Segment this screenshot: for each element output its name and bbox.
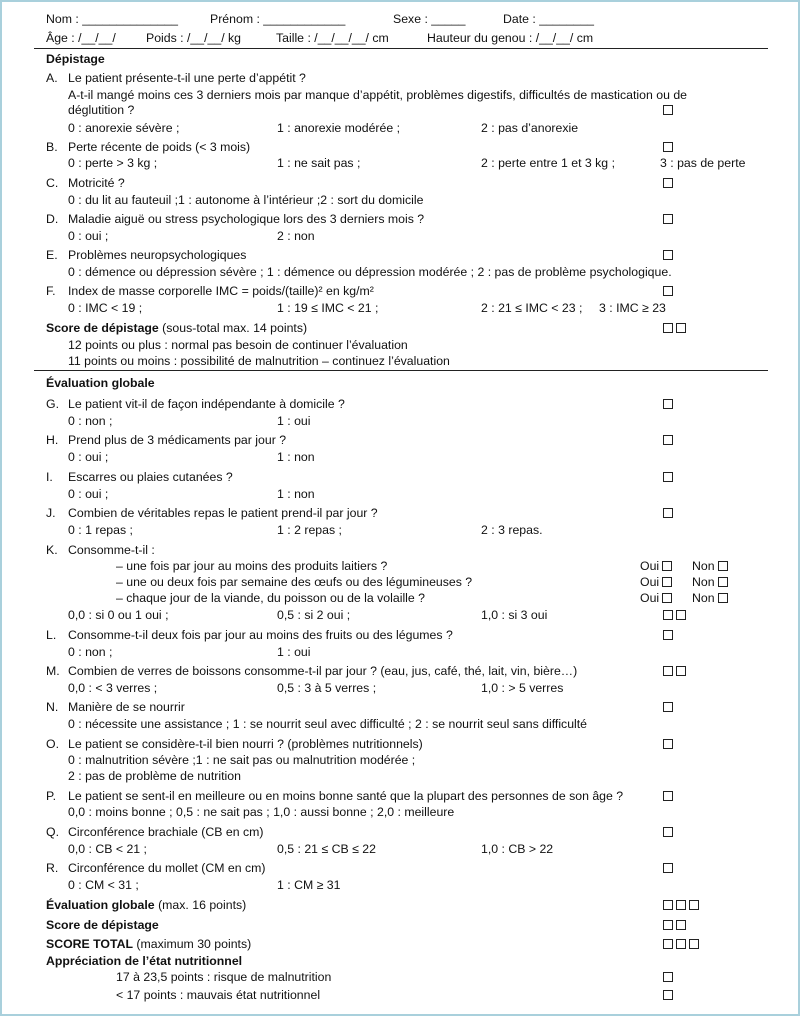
non-label: Non — [692, 591, 715, 605]
k-viande-non[interactable] — [692, 591, 731, 605]
letter-g: G. — [46, 397, 59, 411]
answer-box-q[interactable] — [663, 825, 676, 839]
score-total-rest: (maximum 30 points) — [133, 937, 252, 951]
option-j-1: 1 : 2 repas ; — [277, 523, 342, 537]
score-depistage-total-label: Score de dépistage — [46, 918, 159, 932]
option-d-2: 2 : non — [277, 229, 315, 243]
option-b-3: 3 : pas de perte — [660, 156, 746, 170]
answer-box-j[interactable] — [663, 506, 676, 520]
poids-field: Poids : /__/__/ kg — [146, 31, 242, 45]
option-h-0: 0 : oui ; — [68, 450, 109, 464]
score-depistage-rest: (sous-total max. 14 points) — [158, 321, 308, 335]
checkbox[interactable] — [663, 863, 673, 873]
k-item-viande: – chaque jour de la viande, du poisson ou de la volaille ? — [116, 591, 426, 605]
checkbox[interactable] — [663, 472, 673, 482]
question-e: Problèmes neuropsychologiques — [68, 248, 247, 262]
section-title-globale: Évaluation globale — [46, 376, 155, 390]
question-d: Maladie aiguë ou stress psychologique lors des 3 derniers mois ? — [68, 212, 425, 226]
checkbox[interactable] — [662, 561, 672, 571]
letter-q: Q. — [46, 825, 59, 839]
checkbox[interactable] — [663, 508, 673, 518]
evaluation-globale-bold: Évaluation globale — [46, 898, 155, 912]
option-a-1: 1 : anorexie modérée ; — [277, 121, 401, 135]
checkbox[interactable] — [663, 739, 673, 749]
non-label: Non — [692, 559, 715, 573]
score-note-2: 11 points ou moins : possibilité de malnutrition – continuez l’évaluation — [68, 354, 450, 368]
checkbox[interactable] — [663, 702, 673, 712]
checkbox[interactable] — [689, 900, 699, 910]
letter-h: H. — [46, 433, 59, 447]
checkbox[interactable] — [663, 920, 673, 930]
question-o: Le patient se considère-t-il bien nourri ? (problèmes nutritionnels) — [68, 737, 423, 751]
option-q-0: 0,0 : CB < 21 ; — [68, 842, 147, 856]
checkbox[interactable] — [663, 142, 673, 152]
k-oeufs-oui[interactable] — [640, 575, 675, 589]
checkbox[interactable] — [663, 250, 673, 260]
answer-box-g[interactable] — [663, 397, 676, 411]
divider — [34, 48, 768, 49]
nom-field: Nom : ______________ — [46, 12, 178, 26]
score-total-boxes[interactable] — [663, 937, 702, 951]
checkbox[interactable] — [676, 610, 686, 620]
option-m-1: 0,5 : 3 à 5 verres ; — [277, 681, 377, 695]
score-note-1: 12 points ou plus : normal pas besoin de continuer l’évaluation — [68, 338, 408, 352]
answer-box-h[interactable] — [663, 433, 676, 447]
option-q-1: 0,5 : 21 ≤ CB ≤ 22 — [277, 842, 376, 856]
option-r-1: 1 : CM ≥ 31 — [277, 878, 341, 892]
answer-box-f[interactable] — [663, 284, 676, 298]
question-f: Index de masse corporelle IMC = poids/(taille)² en kg/m² — [68, 284, 374, 298]
option-f-2: 2 : 21 ≤ IMC < 23 ; — [481, 301, 583, 315]
divider — [34, 370, 768, 371]
k-item-laitiers: – une fois par jour au moins des produits laitiers ? — [116, 559, 388, 573]
appreciation-title: Appréciation de l’état nutritionnel — [46, 954, 243, 968]
checkbox[interactable] — [676, 939, 686, 949]
question-i: Escarres ou plaies cutanées ? — [68, 470, 233, 484]
option-q-2: 1,0 : CB > 22 — [481, 842, 554, 856]
checkbox[interactable] — [676, 323, 686, 333]
letter-e: E. — [46, 248, 58, 262]
answer-box-m[interactable] — [663, 664, 689, 678]
oui-label: Oui — [640, 591, 660, 605]
checkbox[interactable] — [718, 561, 728, 571]
appreciation-risque: 17 à 23,5 points : risque de malnutrition — [116, 970, 332, 984]
checkbox[interactable] — [663, 990, 673, 1000]
answer-box-e[interactable] — [663, 248, 676, 262]
option-p: 0,0 : moins bonne ; 0,5 : ne sait pas ; 1,0 : aussi bonne ; 2,0 : meilleure — [68, 805, 455, 819]
option-b-2: 2 : perte entre 1 et 3 kg ; — [481, 156, 615, 170]
score-total-label — [46, 937, 251, 951]
option-l-1: 1 : oui — [277, 645, 311, 659]
oui-label: Oui — [640, 559, 660, 573]
letter-p: P. — [46, 789, 57, 803]
option-i-0: 0 : oui ; — [68, 487, 109, 501]
question-m: Combien de verres de boissons consomme-t-il par jour ? (eau, jus, café, thé, lait, vin, bière…) — [68, 664, 578, 678]
letter-a: A. — [46, 71, 58, 85]
answer-box-risque[interactable] — [663, 970, 676, 984]
checkbox[interactable] — [663, 630, 673, 640]
letter-o: O. — [46, 737, 59, 751]
evaluation-globale-rest: (max. 16 points) — [154, 898, 247, 912]
oui-label: Oui — [640, 575, 660, 589]
option-b-0: 0 : perte > 3 kg ; — [68, 156, 158, 170]
option-m-0: 0,0 : < 3 verres ; — [68, 681, 158, 695]
k-laitiers-non[interactable] — [692, 559, 731, 573]
answer-box-l[interactable] — [663, 628, 676, 642]
option-o-2: 2 : pas de problème de nutrition — [68, 769, 241, 783]
question-h: Prend plus de 3 médicaments par jour ? — [68, 433, 287, 447]
checkbox[interactable] — [663, 827, 673, 837]
answer-box-o[interactable] — [663, 737, 676, 751]
letter-n: N. — [46, 700, 59, 714]
letter-k: K. — [46, 543, 58, 557]
k-oeufs-non[interactable] — [692, 575, 731, 589]
option-e: 0 : démence ou dépression sévère ; 1 : démence ou dépression modérée ; 2 : pas de problème psychologique. — [68, 265, 672, 279]
option-o-01: 0 : malnutrition sévère ;1 : ne sait pas ou malnutrition modérée ; — [68, 753, 416, 767]
checkbox[interactable] — [663, 972, 673, 982]
letter-m: M. — [46, 664, 60, 678]
question-g: Le patient vit-il de façon indépendante à domicile ? — [68, 397, 345, 411]
evaluation-globale-boxes[interactable] — [663, 898, 702, 912]
answer-box-c[interactable] — [663, 176, 676, 190]
question-q: Circonférence brachiale (CB en cm) — [68, 825, 264, 839]
answer-box-k[interactable] — [663, 608, 689, 622]
checkbox[interactable] — [663, 939, 673, 949]
section-title-depistage: Dépistage — [46, 52, 105, 66]
option-j-0: 0 : 1 repas ; — [68, 523, 133, 537]
checkbox[interactable] — [663, 666, 673, 676]
answer-box-b[interactable] — [663, 140, 676, 154]
age-field: Âge : /__/__/ — [46, 31, 116, 45]
question-a-line2: A-t-il mangé moins ces 3 derniers mois par manque d’appétit, problèmes digestifs, difficultés de mastication ou de — [68, 88, 688, 102]
option-a-0: 0 : anorexie sévère ; — [68, 121, 180, 135]
k-laitiers-oui[interactable] — [640, 559, 675, 573]
taille-field: Taille : /__/__/__/ cm — [276, 31, 389, 45]
question-r: Circonférence du mollet (CM en cm) — [68, 861, 266, 875]
answer-box-a[interactable] — [663, 103, 676, 117]
question-b: Perte récente de poids (< 3 mois) — [68, 140, 251, 154]
appreciation-mauvais: < 17 points : mauvais état nutritionnel — [116, 988, 321, 1002]
letter-f: F. — [46, 284, 56, 298]
checkbox[interactable] — [663, 286, 673, 296]
letter-j: J. — [46, 506, 56, 520]
date-field: Date : ________ — [503, 12, 594, 26]
answer-box-d[interactable] — [663, 212, 676, 226]
question-k: Consomme-t-il : — [68, 543, 155, 557]
evaluation-globale-label — [46, 898, 246, 912]
option-f-1: 1 : 19 ≤ IMC < 21 ; — [277, 301, 379, 315]
answer-box-p[interactable] — [663, 789, 676, 803]
question-p: Le patient se sent-il en meilleure ou en moins bonne santé que la plupart des personnes de son âge ? — [68, 789, 624, 803]
checkbox[interactable] — [663, 323, 673, 333]
checkbox[interactable] — [718, 577, 728, 587]
answer-box-r[interactable] — [663, 861, 676, 875]
option-f-3: 3 : IMC ≥ 23 — [599, 301, 666, 315]
checkbox[interactable] — [676, 666, 686, 676]
question-a: Le patient présente-t-il une perte d’appétit ? — [68, 71, 306, 85]
score-depistage-label — [46, 321, 307, 335]
checkbox[interactable] — [689, 939, 699, 949]
letter-d: D. — [46, 212, 59, 226]
score-depistage-total-boxes[interactable] — [663, 918, 689, 932]
checkbox[interactable] — [663, 399, 673, 409]
option-n: 0 : nécessite une assistance ; 1 : se nourrit seul avec difficulté ; 2 : se nourrit seul sans difficulté — [68, 717, 588, 731]
checkbox[interactable] — [676, 900, 686, 910]
answer-box-mauvais[interactable] — [663, 988, 676, 1002]
score-total-bold: SCORE TOTAL — [46, 937, 133, 951]
answer-box-i[interactable] — [663, 470, 676, 484]
option-c: 0 : du lit au fauteuil ;1 : autonome à l’intérieur ;2 : sort du domicile — [68, 193, 424, 207]
checkbox[interactable] — [663, 178, 673, 188]
letter-c: C. — [46, 176, 59, 190]
letter-r: R. — [46, 861, 59, 875]
prenom-field: Prénom : ____________ — [210, 12, 346, 26]
k-item-oeufs: – une ou deux fois par semaine des œufs ou des légumineuses ? — [116, 575, 473, 589]
question-j: Combien de véritables repas le patient prend-il par jour ? — [68, 506, 378, 520]
question-c: Motricité ? — [68, 176, 125, 190]
option-i-1: 1 : non — [277, 487, 315, 501]
option-r-0: 0 : CM < 31 ; — [68, 878, 139, 892]
k-viande-oui[interactable] — [640, 591, 675, 605]
question-n: Manière de se nourrir — [68, 700, 185, 714]
option-j-2: 2 : 3 repas. — [481, 523, 543, 537]
checkbox[interactable] — [663, 791, 673, 801]
sexe-field: Sexe : _____ — [393, 12, 466, 26]
letter-i: I. — [46, 470, 53, 484]
option-l-0: 0 : non ; — [68, 645, 113, 659]
checkbox[interactable] — [663, 214, 673, 224]
option-k-0: 0,0 : si 0 ou 1 oui ; — [68, 608, 169, 622]
checkbox[interactable] — [663, 105, 673, 115]
option-k-1: 0,5 : si 2 oui ; — [277, 608, 351, 622]
option-a-2: 2 : pas d’anorexie — [481, 121, 579, 135]
checkbox[interactable] — [662, 577, 672, 587]
score-depistage-bold: Score de dépistage — [46, 321, 159, 335]
genou-field: Hauteur du genou : /__/__/ cm — [427, 31, 594, 45]
option-g-1: 1 : oui — [277, 414, 311, 428]
non-label: Non — [692, 575, 715, 589]
question-l: Consomme-t-il deux fois par jour au moins des fruits ou des légumes ? — [68, 628, 453, 642]
option-h-1: 1 : non — [277, 450, 315, 464]
option-d-0: 0 : oui ; — [68, 229, 109, 243]
checkbox[interactable] — [718, 593, 728, 603]
answer-box-n[interactable] — [663, 700, 676, 714]
score-depistage-boxes[interactable] — [663, 321, 689, 335]
option-k-2: 1,0 : si 3 oui — [481, 608, 548, 622]
option-b-1: 1 : ne sait pas ; — [277, 156, 361, 170]
checkbox[interactable] — [663, 900, 673, 910]
letter-l: L. — [46, 628, 57, 642]
option-f-0: 0 : IMC < 19 ; — [68, 301, 143, 315]
question-a-line3: déglutition ? — [68, 103, 135, 117]
checkbox[interactable] — [663, 435, 673, 445]
checkbox[interactable] — [662, 593, 672, 603]
letter-b: B. — [46, 140, 58, 154]
checkbox[interactable] — [663, 610, 673, 620]
option-m-2: 1,0 : > 5 verres — [481, 681, 564, 695]
checkbox[interactable] — [676, 920, 686, 930]
option-g-0: 0 : non ; — [68, 414, 113, 428]
